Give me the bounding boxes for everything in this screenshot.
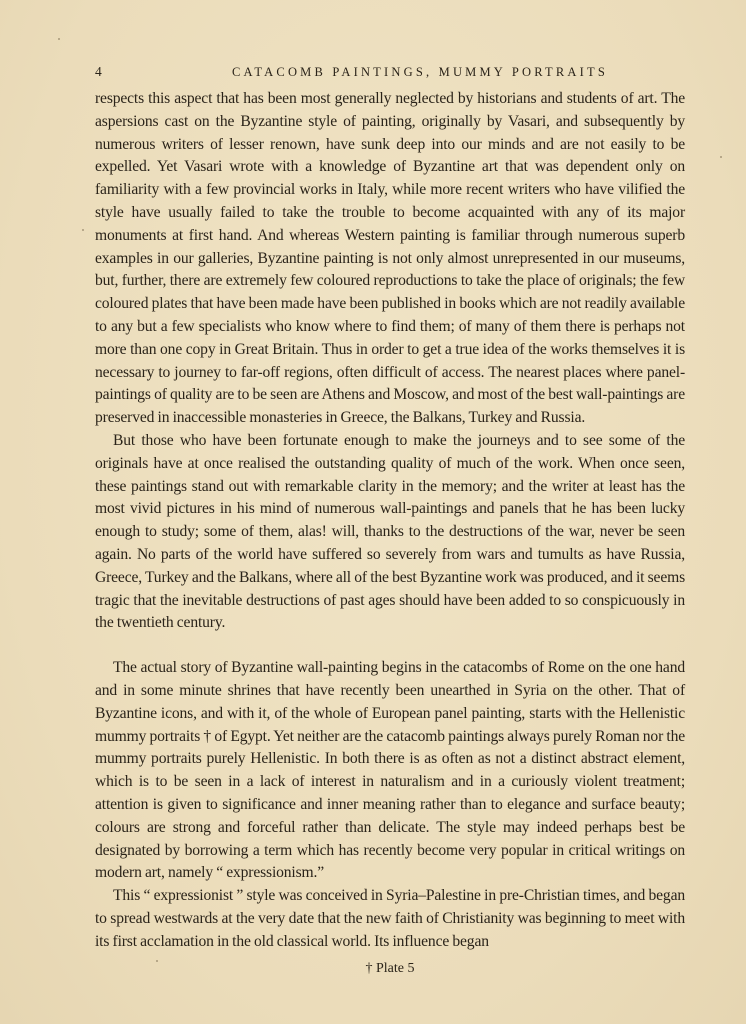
paragraph: This “ expressionist ” style was conceived in Syria–Palestine in pre-Christian times, and began to spread westwards at the very date that the new faith of Christianity was beginning to meet with its first acclamation in the old classical world. Its influence began bbox=[95, 887, 685, 950]
section-break bbox=[95, 635, 685, 657]
paragraph: But those who have been fortunate enough to make the journeys and to see some of the originals have at once realised the outstanding quality of much of the work. When once seen, these paintings stand out with remarkable clarity in the memory; and the writer at least has the most vivid pictures in his mind of numerous wall-paintings and panels that he has been lucky enough to study; some of them, alas! will, thanks to the destructions of the war, never be seen again. No parts of the world have suffered so severely from wars and tumults as have Russia, Greece, Turkey and the Balkans, where all of the best Byzantine work was produced, and it seems tragic that the inevitable destructions of past ages should have been added to so conspicuously in the twentieth century. bbox=[95, 431, 685, 632]
paper-speck bbox=[720, 156, 722, 158]
running-title: CATACOMB PAINTINGS, MUMMY PORTRAITS bbox=[231, 65, 609, 79]
paper-speck bbox=[156, 960, 158, 962]
paper-speck bbox=[82, 229, 84, 231]
paper-speck bbox=[58, 38, 60, 40]
paragraph: The actual story of Byzantine wall-painting begins in the catacombs of Rome on the one hand and in some minute shrines that have recently been unearthed in Syria on the other. That of Byzantine icons, and with it, of the whole of European panel painting, starts with the Hellenistic mummy portraits † of Egypt. Yet neither are the catacomb paintings always purely Roman nor the mummy portraits purely Hellenistic. In both there is as often as not a distinct abstract element, which is to be seen in a lack of interest in naturalism and in a curiously violent treatment; attention is given to significance and inner meaning rather than to elegance and surface beauty; colours are strong and forceful rather than delicate. The style may indeed perhaps best be designated by borrowing a term which has recently become very popular in critical writings on modern art, namely “ expressionism.” bbox=[95, 659, 685, 882]
body-text bbox=[95, 88, 685, 953]
paragraph-continuation: respects this aspect that has been most generally neglected by historians and students of art. The aspersions cast on the Byzantine style of painting, originally by Vasari, and subsequently by numerous writers of lesser renown, have sunk deep into our minds and are not easily to be expelled. Yet Vasari wrote with a knowledge of Byzantine art that was dependent only on familiarity with a few provincial works in Italy, while more recent writers who have vilified the style have usually failed to take the trouble to become acquainted with any of its major monuments at first hand. And whereas Western painting is familiar through numerous superb examples in our galleries, Byzantine painting is not only almost unrepresented in our museums, but, further, there are extremely few coloured reproductions to take the place of originals; the few coloured plates that have been made have been published in books which are not readily available to any but a few specialists who know where to find them; of many of them there is perhaps not more than one copy in Great Britain. Thus in order to get a true idea of the works themselves it is necessary to journey to far-off regions, often difficult of access. The nearest places where panel-paintings of quality are to be seen are Athens and Moscow, and most of the best wall-paintings are preserved in inaccessible monasteries in Greece, the Balkans, Turkey and Russia. bbox=[95, 90, 685, 427]
footnote: † Plate 5 bbox=[365, 961, 415, 977]
running-head bbox=[95, 62, 685, 82]
page-number: 4 bbox=[95, 64, 102, 79]
